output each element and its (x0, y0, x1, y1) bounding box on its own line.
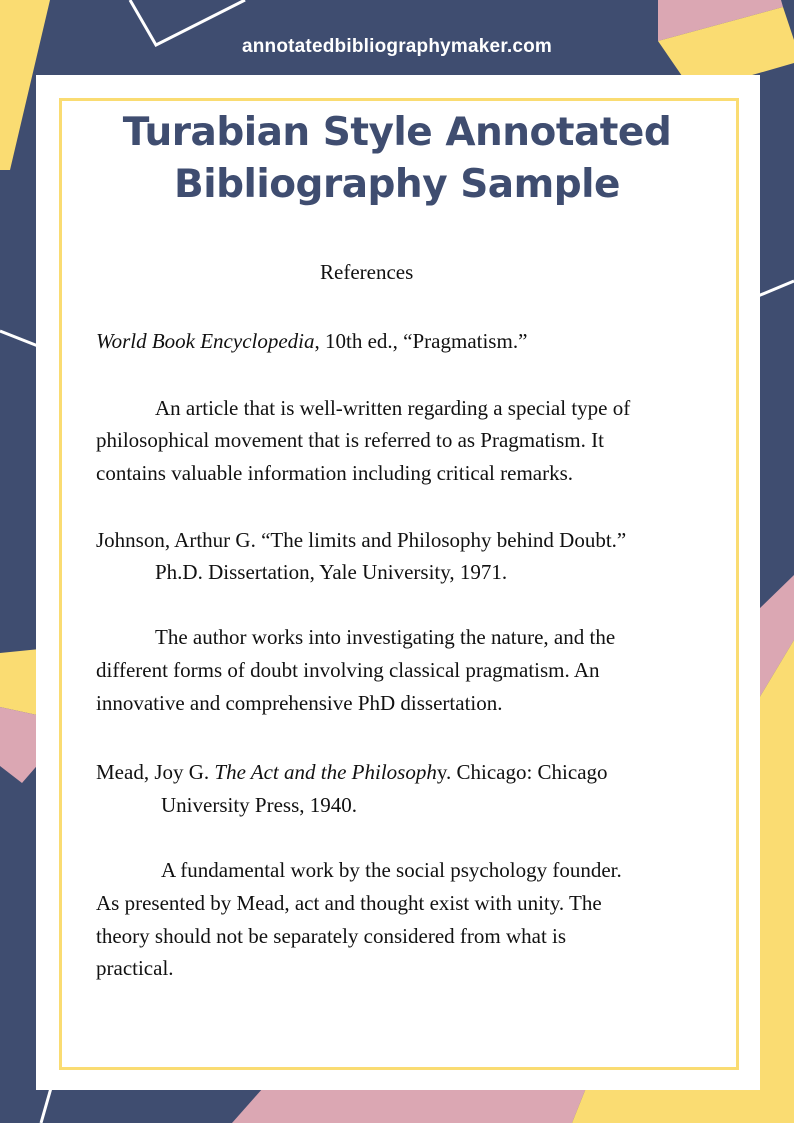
site-url: annotatedbibliographymaker.com (241, 36, 553, 57)
pink-shape-bottom (232, 1088, 586, 1123)
citation-3-rest: y. Chicago: Chicago (436, 760, 608, 784)
annotation-3-line: As presented by Mead, act and thought exist with unity. The (96, 891, 602, 915)
annotation-2-line: innovative and comprehensive PhD dissertation. (96, 691, 503, 715)
annotation-2-line: The author works into investigating the nature, and the (155, 625, 616, 649)
citation-2-line: Ph.D. Dissertation, Yale University, 1971. (155, 560, 508, 584)
references-heading: References (320, 260, 414, 284)
annotation-3-line: practical. (96, 956, 174, 980)
citation-3 (96, 760, 608, 785)
citation-2-line: Johnson, Arthur G. “The limits and Philosophy behind Doubt.” (96, 528, 627, 552)
annotation-2-line: different forms of doubt involving classical pragmatism. An (96, 658, 600, 682)
citation-1-title: World Book Encyclopedia (96, 329, 315, 353)
page-title-line-2: Bibliography Sample (174, 162, 620, 207)
white-line-right (758, 281, 794, 296)
citation-3-title: The Act and the Philosoph (214, 760, 437, 784)
annotation-1-line: philosophical movement that is referred to as Pragmatism. It (96, 428, 604, 452)
annotation-1-line: An article that is well-written regarding a special type of (155, 396, 631, 420)
citation-1-rest: , 10th ed., “Pragmatism.” (314, 329, 528, 353)
white-line-left (0, 331, 38, 346)
citation-1 (96, 329, 527, 354)
annotation-1-line: contains valuable information including critical remarks. (96, 461, 574, 485)
citation-3-line-2: University Press, 1940. (161, 793, 357, 817)
annotation-3-line: A fundamental work by the social psychology founder. (161, 858, 622, 882)
yellow-shape-right (758, 640, 794, 1123)
page-title-line-1: Turabian Style Annotated (122, 110, 672, 155)
yellow-shape-bottom (572, 1088, 794, 1123)
white-line-bottom (41, 1088, 51, 1123)
annotation-3-line: theory should not be separately considered from what is (96, 924, 567, 948)
citation-3-author: Mead, Joy G. (96, 760, 215, 784)
